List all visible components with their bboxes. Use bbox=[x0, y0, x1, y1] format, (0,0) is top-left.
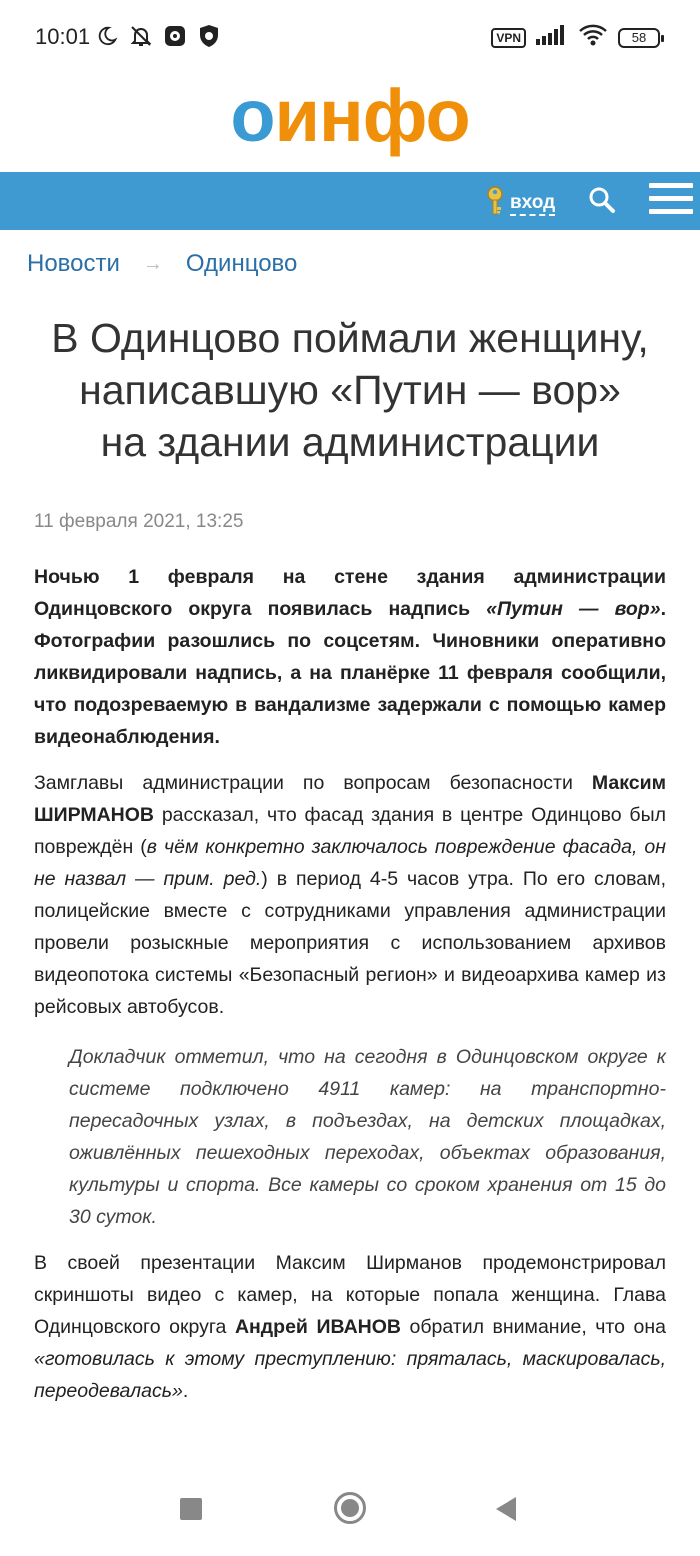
breadcrumb-separator: → bbox=[142, 252, 163, 275]
logo-first-letter: о bbox=[230, 74, 275, 157]
title-line-2: написавшую «Путин — вор» bbox=[79, 367, 621, 413]
article-date: 11 февраля 2021, 13:25 bbox=[34, 511, 244, 532]
battery-icon: 58 bbox=[618, 28, 660, 48]
blockquote: Докладчик отметил, что на сегодня в Одинцовском округе к системе подключено 4911 камер: на транспортно-пересадочных узлах, в подъездах, на детских площадках, оживлённых пешеходных переходах, объектах образования, культуры и спорта. Все камеры со сроком хранения от 15 до 30 суток. bbox=[69, 1046, 666, 1228]
shield-icon bbox=[196, 22, 222, 50]
app-icon bbox=[162, 22, 188, 50]
quote-inline: «готовилась к этому преступлению: пряталась, маскировалась, переодевалась» bbox=[34, 1348, 666, 1402]
login-label: вход bbox=[510, 192, 555, 216]
top-navbar bbox=[0, 172, 700, 230]
search-icon[interactable] bbox=[586, 184, 620, 218]
key-icon bbox=[484, 186, 506, 221]
recents-button[interactable] bbox=[180, 1498, 202, 1520]
notification-icons bbox=[94, 22, 222, 50]
title-line-3: на здании администрации bbox=[100, 419, 600, 465]
bell-off-icon bbox=[128, 22, 154, 50]
breadcrumb bbox=[27, 250, 297, 278]
system-indicators bbox=[491, 24, 660, 51]
site-logo[interactable] bbox=[0, 76, 700, 156]
logo-rest: инфо bbox=[274, 74, 470, 157]
vpn-badge: VPN bbox=[491, 28, 526, 48]
login-link[interactable] bbox=[484, 186, 555, 221]
title-line-1: В Одинцово поймали женщину, bbox=[51, 315, 649, 361]
back-button[interactable] bbox=[496, 1497, 516, 1521]
article-title bbox=[20, 312, 680, 468]
article-lead: Ночью 1 февраля на стене здания администрации Одинцовского округа появилась надпись «Путин — вор». Фотографии разошлись по соцсетям. Чиновники оперативно ликвидировали надпись, а на планёрке 11 февраля сообщили, что подозреваемую в вандализме задержали с помощью камер видеонаблюдения. bbox=[34, 566, 666, 748]
status-bar bbox=[0, 0, 700, 74]
moon-icon bbox=[94, 22, 120, 50]
signal-icon bbox=[536, 25, 568, 50]
editor-note: в чём конкретно заключалось повреждение фасада, он не назвал — прим. ред. bbox=[34, 836, 666, 890]
clock: 10:01 bbox=[35, 24, 91, 49]
wifi-icon bbox=[578, 24, 608, 51]
breadcrumb-news[interactable]: Новости bbox=[27, 250, 120, 277]
home-button[interactable] bbox=[334, 1492, 366, 1524]
paragraph-2: В своей презентации Максим Ширманов продемонстрировал скриншоты видео с камер, на которые попала женщина. Глава Одинцовского округа Андрей ИВАНОВ обратил внимание, что она «готовилась к этому преступлению: пряталась, маскировалась, переодевалась». bbox=[34, 1252, 666, 1402]
article-body bbox=[34, 561, 666, 1421]
person-name: Андрей ИВАНОВ bbox=[234, 1316, 401, 1338]
breadcrumb-odintsovo[interactable]: Одинцово bbox=[185, 250, 298, 277]
person-name: Максим ШИРМАНОВ bbox=[34, 772, 666, 826]
system-nav-bar bbox=[0, 1468, 700, 1556]
paragraph-1: Замглавы администрации по вопросам безопасности Максим ШИРМАНОВ рассказал, что фасад здания в центре Одинцово был повреждён (в чём конкретно заключалось повреждение фасада, он не назвал — прим. ред.) в период 4-5 часов утра. По его словам, полицейские вместе с сотрудниками управления администрации провели розыскные мероприятия с использованием архивов видеопотока системы «Безопасный регион» и видеоархива камер из рейсовых автобусов. bbox=[34, 772, 666, 1018]
menu-icon[interactable] bbox=[649, 183, 693, 219]
lead-quote: «Путин — вор» bbox=[486, 598, 661, 620]
